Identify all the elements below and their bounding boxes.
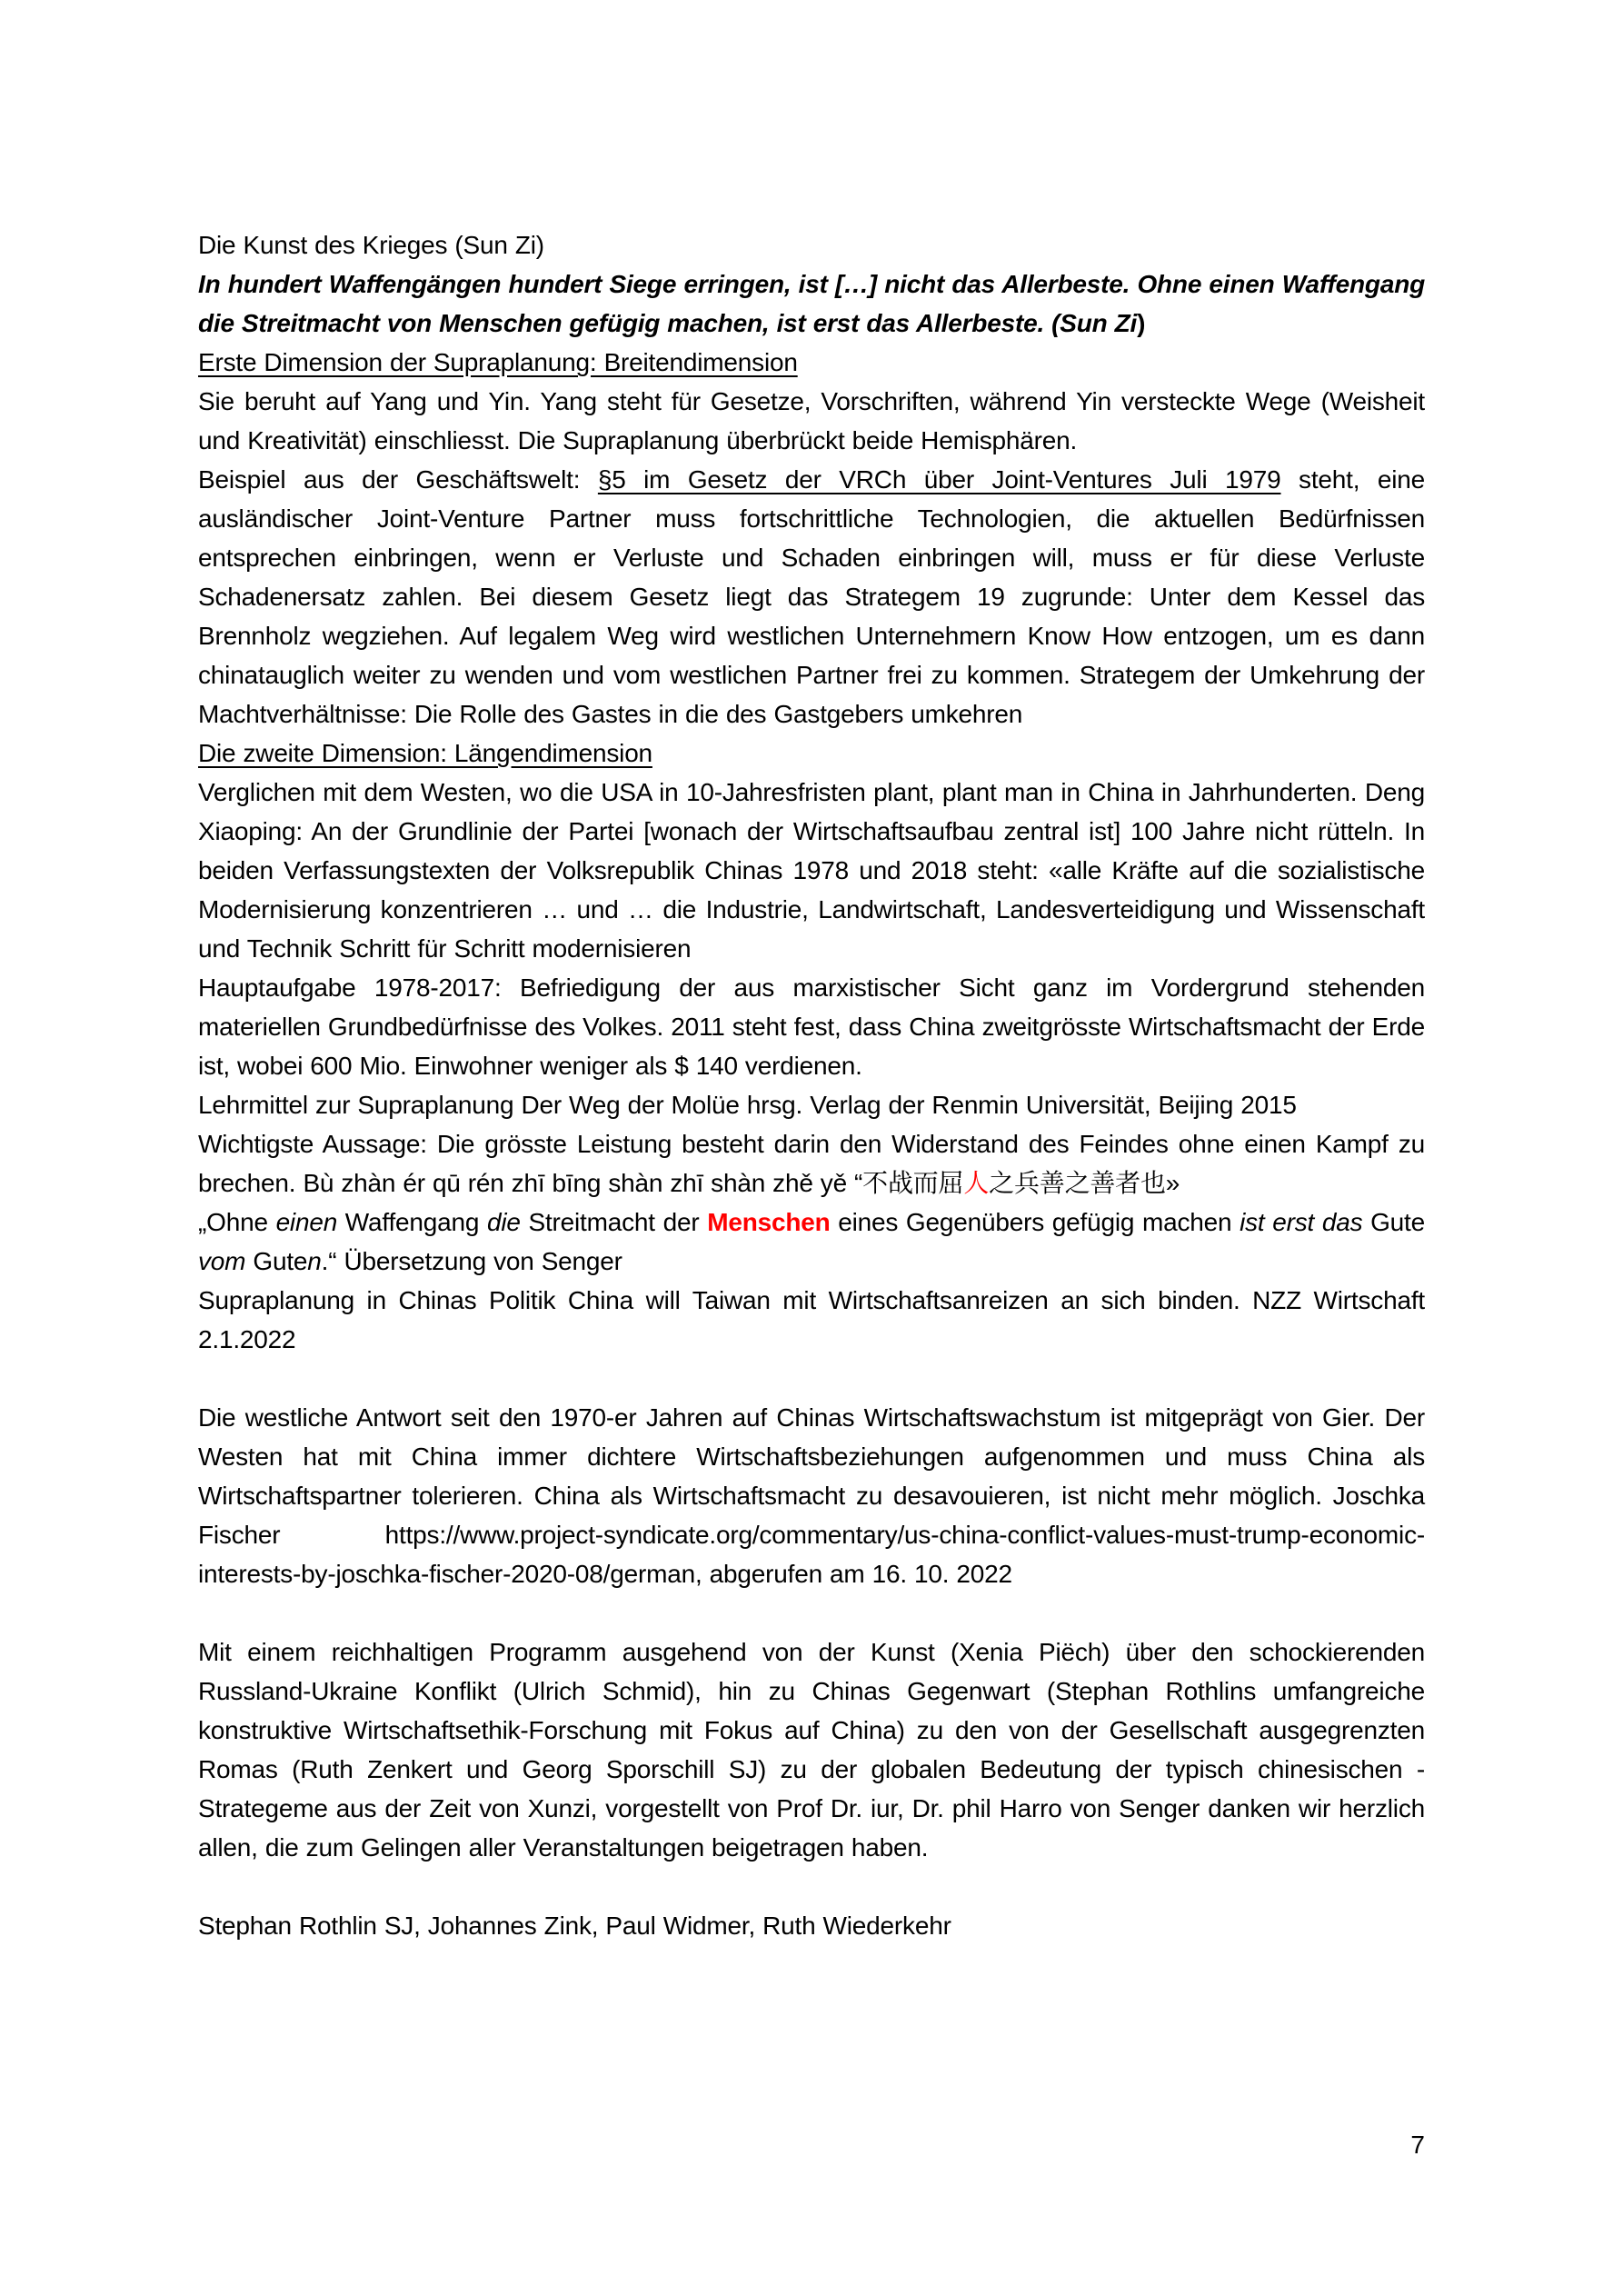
text-run: Erste Dimension der Supraplanung: Breitendimension	[198, 348, 798, 376]
blank-line	[198, 1867, 1425, 1906]
text-run: Supraplanung in Chinas Politik China will Taiwan mit Wirtschaftsanreizen an sich binden. NZZ Wirtschaft 2.1.2022	[198, 1286, 1425, 1353]
text-run: eines Gegenübers gefügig machen	[830, 1208, 1240, 1236]
text-run: „Ohne	[198, 1208, 276, 1236]
text-run: In hundert Waffengängen hundert Siege erringen, ist […] nicht das Allerbeste. Ohne einen Waffengang die Streitmacht von Menschen gefügig machen, ist erst das Allerbeste. (Sun Zi	[198, 270, 1425, 337]
text-run: vom	[198, 1247, 246, 1275]
text-run: 之兵善之善者也»	[989, 1169, 1180, 1197]
text-run: Wichtigste Aussage: Die grösste Leistung besteht darin den Widerstand des Feindes ohne einen Kampf zu brechen. Bù zhàn ér qū rén zhī bīng shàn zhī shàn zhě yě “不战而屈	[198, 1130, 1425, 1197]
page-body	[198, 225, 1425, 1945]
text-run: §5 im Gesetz der VRCh über Joint-Ventures Juli 1979	[597, 465, 1281, 494]
paragraph-hauptaufgabe	[198, 968, 1425, 1085]
paragraph-wichtigste-aussage	[198, 1124, 1425, 1203]
text-run: Beispiel aus der Geschäftswelt:	[198, 465, 598, 494]
text-run: n	[307, 1247, 322, 1275]
paragraph-westliche-antwort	[198, 1398, 1425, 1593]
paragraph-yang-yin	[198, 382, 1425, 460]
text-run: einen	[275, 1208, 338, 1236]
paragraph-programm-dank	[198, 1632, 1425, 1867]
text-run: Stephan Rothlin SJ, Johannes Zink, Paul Widmer, Ruth Wiederkehr	[198, 1912, 951, 1940]
text-run: Gute	[245, 1247, 308, 1275]
title-line	[198, 225, 1425, 265]
paragraph-laengendimension	[198, 773, 1425, 968]
text-run: steht, eine ausländischer Joint-Venture Partner muss fortschrittliche Technologien, die aktuellen Bedürfnissen entsprechen einbringen, wenn er Verluste und Schaden einbringen will, muss er für diese Verluste Schadenersatz zahlen. Bei diesem Gesetz liegt das Strategem 19 zugrunde: Unter dem Kessel das Brennholz wegziehen. Auf legalem Weg wird westlichen Unternehmern Know How entzogen, um es dann chinatauglich weiter zu wenden und vom westlichen Partner frei zu kommen. Strategem der Umkehrung der Machtverhältnisse: Die Rolle des Gastes in die des Gastgebers umkehren	[198, 465, 1426, 728]
blank-line	[198, 1593, 1425, 1632]
blank-line	[198, 1359, 1425, 1398]
text-run: Lehrmittel zur Supraplanung Der Weg der Molüe hrsg. Verlag der Renmin Universität, Beijing 2015	[198, 1091, 1297, 1119]
text-run: Menschen	[707, 1208, 831, 1236]
text-run: Verglichen mit dem Westen, wo die USA in 10-Jahresfristen plant, plant man in China in Jahrhunderten. Deng Xiaoping: An der Grundlinie der Partei [wonach der Wirtschaftsaufbau zentral ist] 100 Jahre nicht rütteln. In beiden Verfassungstexten der Volksrepublik Chinas 1978 und 2018 steht: «alle Kräfte auf die sozialistische Modernisierung konzentrieren … und … die Industrie, Landwirtschaft, Landesverteidigung und Wissenschaft und Technik Schritt für Schritt modernisieren	[198, 778, 1425, 963]
text-run: Die westliche Antwort seit den 1970-er Jahren auf Chinas Wirtschaftswachstum ist mitgeprägt von Gier. Der Westen hat mit China immer dichtere Wirtschaftsbeziehungen aufgenommen und muss China als Wirtschaftspartner tolerieren. China als Wirtschaftsmacht zu desavouieren, ist nicht mehr möglich. Joschka Fischer https://www.project-syndicate.org/commentary/us-china-conflict-values-must-trump-economic-interests-by-joschka-fischer-2020-08/german, abgerufen am 16. 10. 2022	[198, 1403, 1425, 1588]
paragraph-signatures	[198, 1906, 1425, 1945]
text-run: )	[1137, 309, 1146, 337]
heading-second-dimension	[198, 734, 1425, 773]
text-run: Hauptaufgabe 1978-2017: Befriedigung der aus marxistischer Sicht ganz im Vordergrund stehenden materiellen Grundbedürfnisse des Volkes. 2011 steht fest, dass China zweitgrösste Wirtschaftsmacht der Erde ist, wobei 600 Mio. Einwohner weniger als $ 140 verdienen.	[198, 973, 1425, 1080]
page-number: 7	[1410, 2131, 1425, 2159]
heading-first-dimension	[198, 343, 1425, 382]
text-run: Sie beruht auf Yang und Yin. Yang steht für Gesetze, Vorschriften, während Yin versteckte Wege (Weisheit und Kreativität) einschliesst. Die Supraplanung überbrückt beide Hemisphären.	[198, 387, 1425, 454]
text-run: Gute	[1362, 1208, 1426, 1236]
text-run: Die zweite Dimension: Längendimension	[198, 739, 652, 767]
paragraph-nzz	[198, 1281, 1425, 1359]
text-run: Die Kunst des Krieges (Sun Zi)	[198, 231, 544, 259]
paragraph-uebersetzung-senger	[198, 1203, 1425, 1281]
paragraph-joint-ventures	[198, 460, 1425, 734]
paragraph-lehrmittel	[198, 1085, 1425, 1124]
text-run: Mit einem reichhaltigen Programm ausgehend von der Kunst (Xenia Piëch) über den schockierenden Russland-Ukraine Konflikt (Ulrich Schmid), hin zu Chinas Gegenwart (Stephan Rothlins umfangreiche konstruktive Wirtschaftsethik-Forschung mit Fokus auf China) zu den von der Gesellschaft ausgegrenzten Romas (Ruth Zenkert und Georg Sporschill SJ) zu der globalen Bedeutung der typisch chinesischen - Strategeme aus der Zeit von Xunzi, vorgestellt von Prof Dr. iur, Dr. phil Harro von Senger danken wir herzlich allen, die zum Gelingen aller Veranstaltungen beigetragen haben.	[198, 1638, 1425, 1862]
text-run: .“ Übersetzung von Senger	[321, 1247, 622, 1275]
text-run: Waffengang	[337, 1208, 487, 1236]
text-run: Streitmacht der	[520, 1208, 708, 1236]
text-run: die	[486, 1208, 521, 1236]
text-run: 人	[963, 1169, 990, 1197]
sunzi-quote	[198, 265, 1425, 343]
text-run: ist erst das	[1240, 1208, 1363, 1236]
